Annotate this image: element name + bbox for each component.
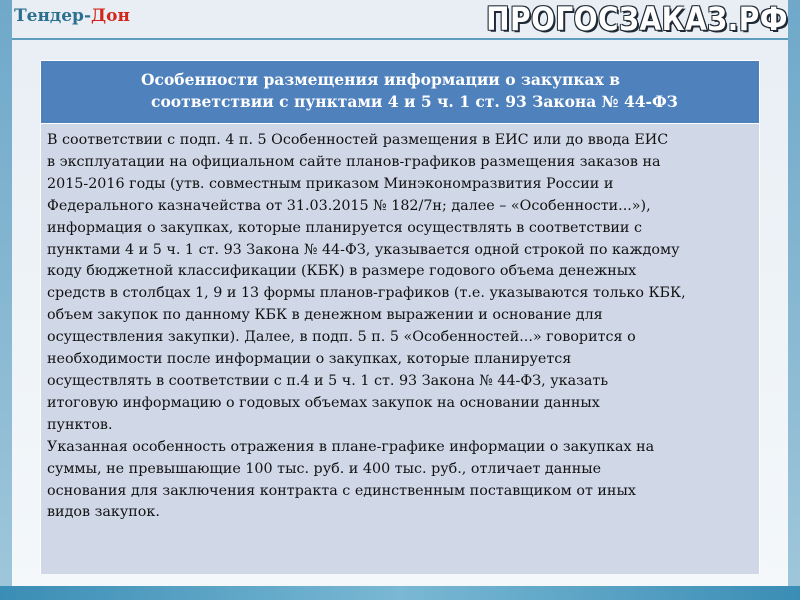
brand-left-accent: Дон xyxy=(91,6,130,26)
brand-left-prefix: Тендер- xyxy=(14,6,91,26)
bottom-border-strip xyxy=(0,586,800,600)
table-header-line-2: соответствии с пунктами 4 и 5 ч. 1 ст. 93 Закона № 44-ФЗ xyxy=(151,92,678,111)
left-border-strip xyxy=(0,0,12,600)
brand-logo-progoszakaz: ПРОГОСЗАКАЗ.РФ xyxy=(486,0,788,38)
table-header-line-1: Особенности размещения информации о закупках в xyxy=(141,70,620,89)
table-body-text: В соответствии с подп. 4 п. 5 Особенностей размещения в ЕИС или до ввода ЕИС в эксплуатации на официальном сайте планов-графиков размещения заказов на 2015-2016 годы (утв. совместным приказом Минэкономразвития России и Федерального казначейства от 31.03.2015 № 182/7н; далее – «Особенности...»), информация о закупках, которые планируется осуществлять в соответствии с пунктами 4 и 5 ч. 1 ст. 93 Закона № 44-ФЗ, указывается одной строкой по каждому коду бюджетной классификации (КБК) в размере годового объема денежных средств в столбцах 1, 9 и 13 формы планов-графиков (т.е. указываются только КБК, объем закупок по данному КБК в денежном выражении и основание для осуществления закупки). Далее, в подп. 5 п. 5 «Особенностей...» говорится о необходимости после информации о закупках, которые планируется осуществлять в соответствии с п.4 и 5 ч. 1 ст. 93 Закона № 44-ФЗ, указать итоговую информацию о годовых объемах закупок на основании данных пунктов. Указанная особенность отражения в плане-графике информации о закупках на суммы, не превышающие 100 тыс. руб. и 400 тыс. руб., отличает данные основания для заключения контракта с единственным поставщиком от иных видов закупок. xyxy=(41,124,759,574)
header-divider xyxy=(12,38,788,40)
brand-logo-tender-don xyxy=(14,6,130,26)
right-border-strip xyxy=(788,0,800,600)
table-header xyxy=(41,61,759,123)
content-table xyxy=(40,60,760,574)
